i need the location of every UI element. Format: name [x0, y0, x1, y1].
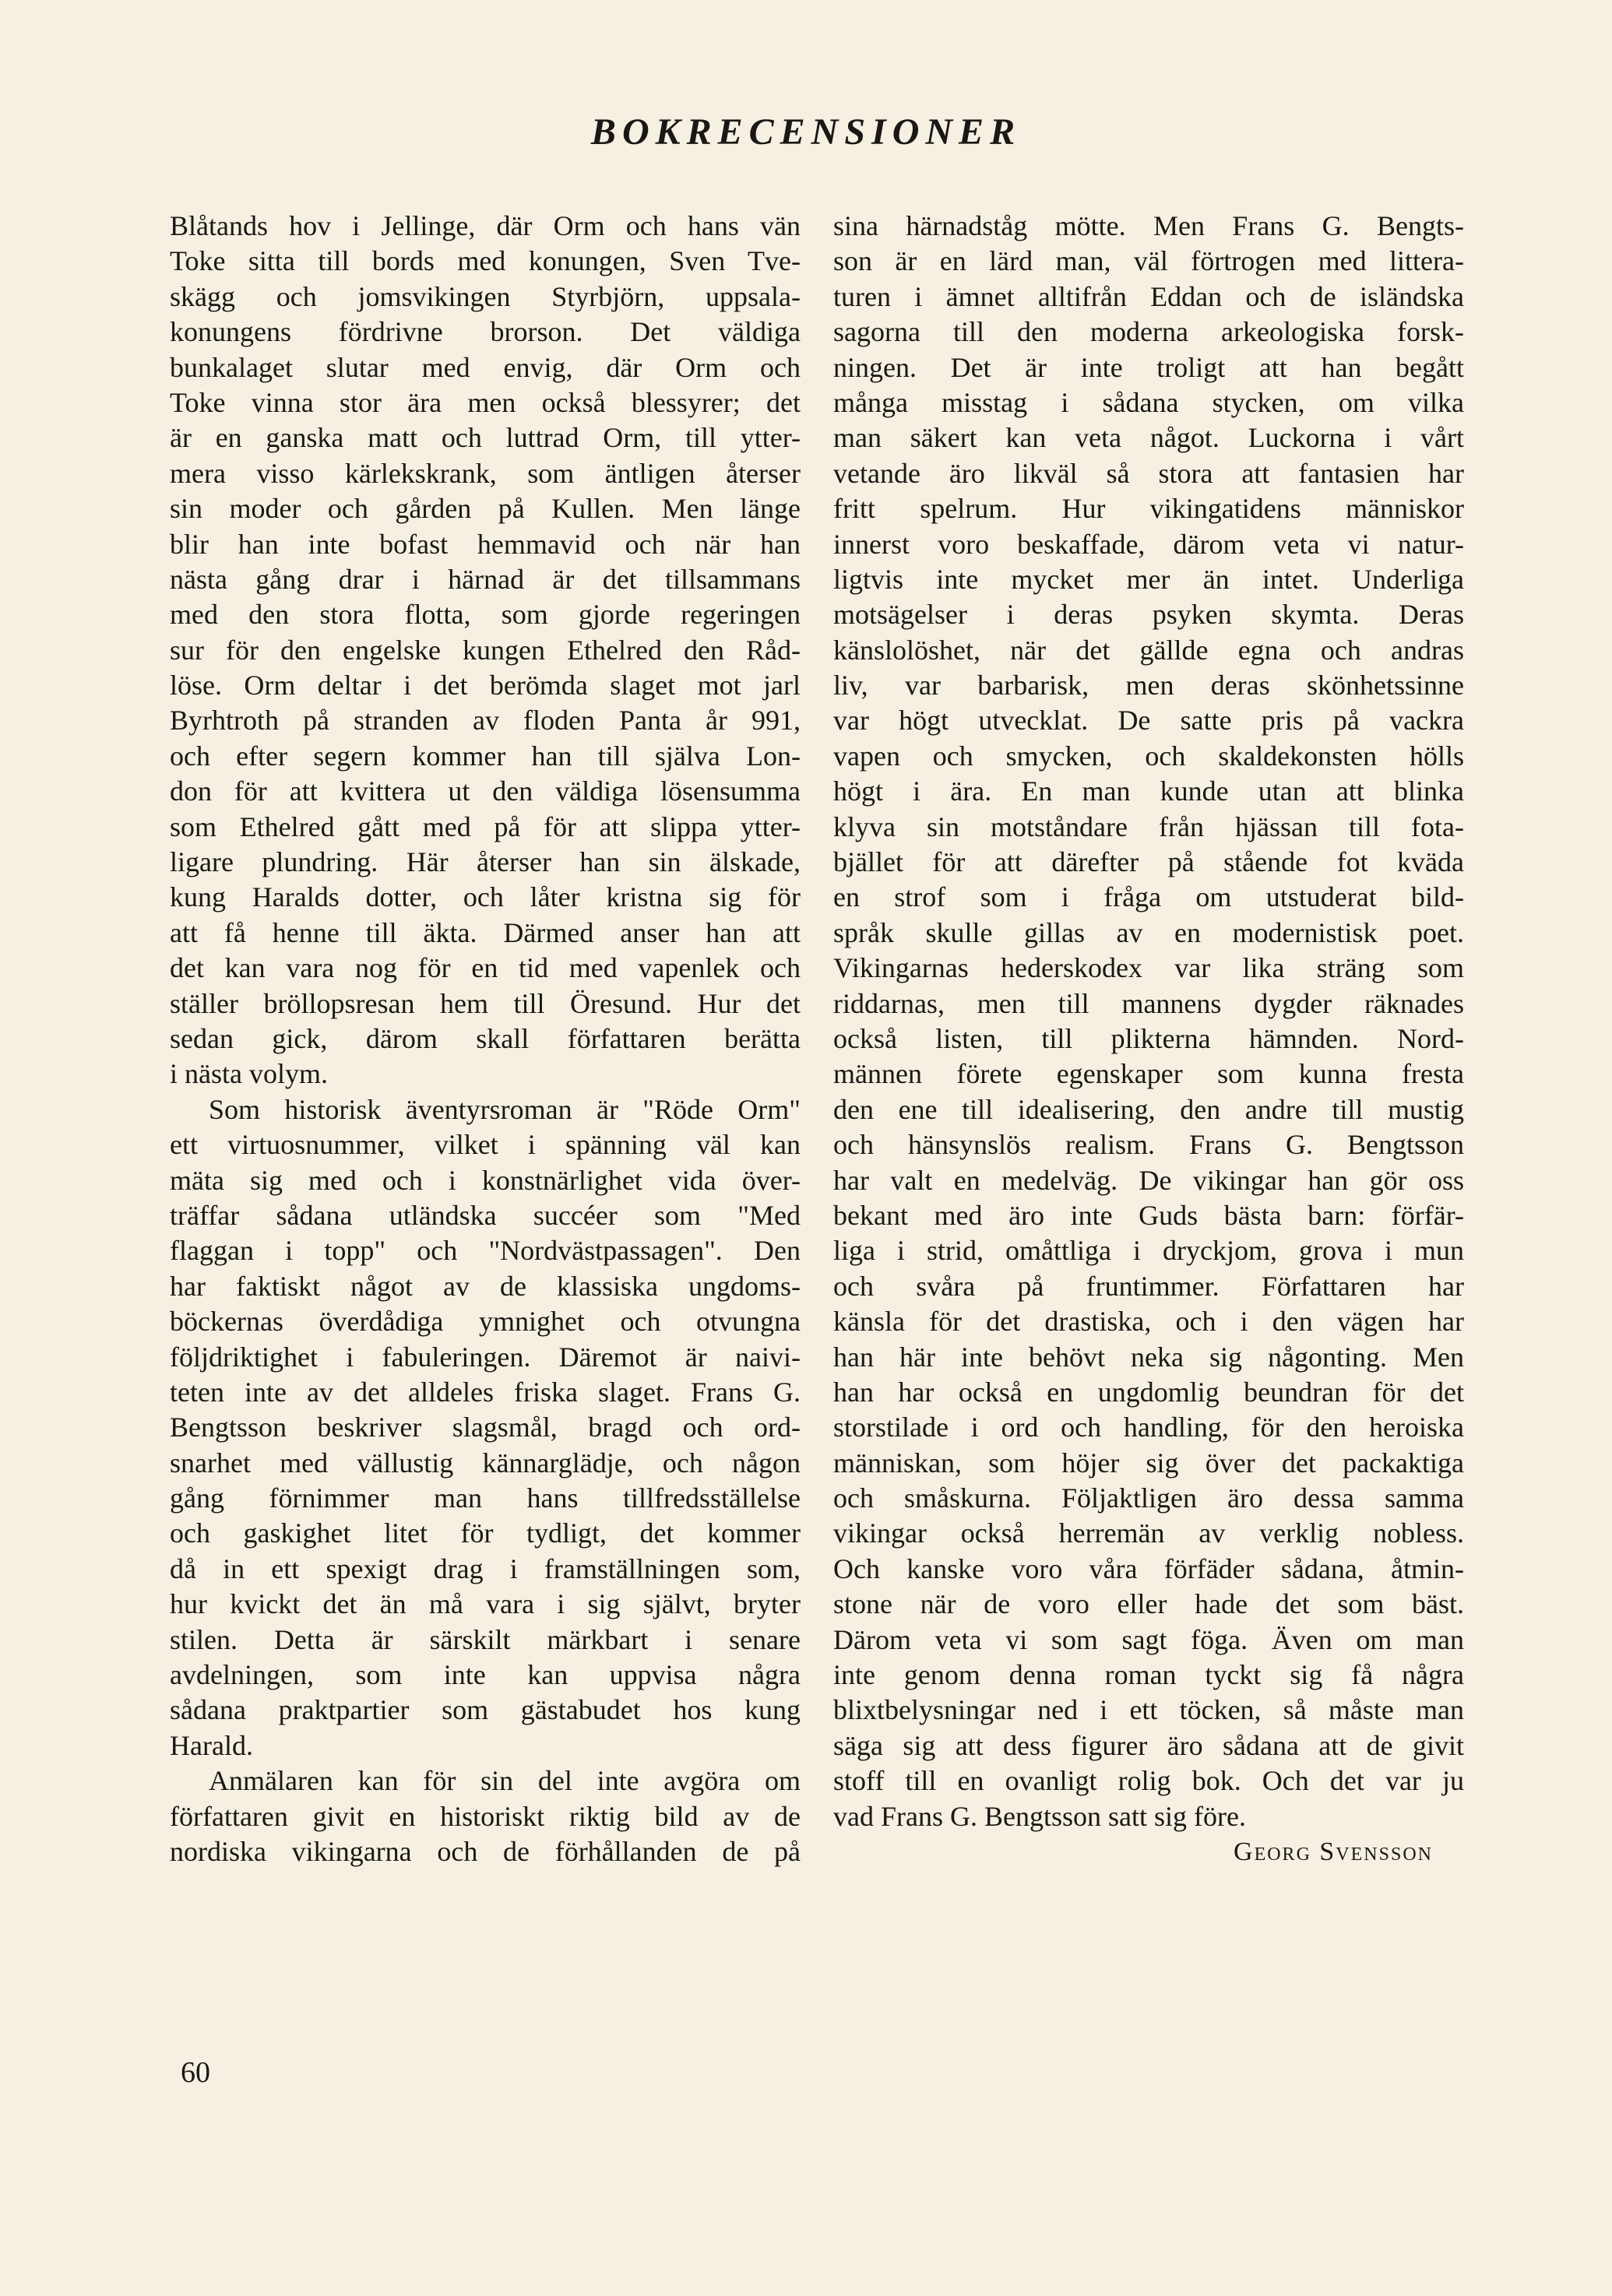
- text-line: i nästa volym.: [170, 1058, 328, 1090]
- text-line: och efter segern kommer han till själva Lon-: [170, 740, 801, 772]
- text-line: konungens fördrivne brorson. Det väldiga: [170, 316, 801, 348]
- text-line: motsägelser i deras psyken skymta. Deras: [833, 599, 1464, 631]
- text-line: Vikingarnas hederskodex var lika sträng som: [833, 952, 1464, 984]
- text-line: liga i strid, omåttliga i dryckjom, grova i mun: [833, 1235, 1464, 1267]
- text-line: Bengtsson beskriver slagsmål, bragd och ord-: [170, 1412, 801, 1443]
- text-line: och småskurna. Följaktligen äro dessa samma: [833, 1482, 1464, 1514]
- text-line: blixtbelysningar ned i ett töcken, så måste man: [833, 1694, 1464, 1726]
- text-line: då in ett spexigt drag i framställningen som,: [170, 1552, 801, 1584]
- text-line: känslolöshet, när det gällde egna och andras: [833, 634, 1464, 666]
- text-line: innerst voro beskaffade, därom veta vi natur-: [833, 528, 1464, 560]
- text-line: och svåra på fruntimmer. Författaren har: [833, 1270, 1464, 1302]
- text-line: sin moder och gården på Kullen. Men länge: [170, 493, 801, 525]
- text-line: sina härnadståg mötte. Men Frans G. Bengts-: [833, 210, 1464, 241]
- text-line: den ene till idealisering, den andre till mustig: [833, 1093, 1464, 1125]
- text-line: Byrhtroth på stranden av floden Panta år 991,: [170, 705, 801, 737]
- text-line: och gaskighet litet för tydligt, det kommer: [170, 1517, 801, 1549]
- text-line: också listen, till plikterna hämnden. Nord-: [833, 1022, 1464, 1054]
- text-line: vad Frans G. Bengtsson satt sig före.: [833, 1800, 1246, 1832]
- text-line: mera visso kärlekskrank, som äntligen återser: [170, 457, 801, 489]
- text-line: gång förnimmer man hans tillfredsställelse: [170, 1482, 801, 1514]
- text-line: följdriktighet i fabuleringen. Däremot är naivi-: [170, 1341, 801, 1373]
- text-line: känsla för det drastiska, och i den vägen har: [833, 1306, 1464, 1338]
- text-line: klyva sin motståndare från hjässan till fota-: [833, 810, 1464, 842]
- right-column: [833, 209, 1464, 1869]
- text-line: har faktiskt något av de klassiska ungdoms-: [170, 1270, 801, 1302]
- text-line: sur för den engelske kungen Ethelred den Råd-: [170, 634, 801, 666]
- text-line: riddarnas, men till mannens dygder räknades: [833, 987, 1464, 1019]
- text-line: ligtvis inte mycket mer än intet. Underliga: [833, 563, 1464, 595]
- text-line: männen förete egenskaper som kunna fresta: [833, 1058, 1464, 1090]
- text-line: en strof som i fråga om utstuderat bild-: [833, 881, 1464, 913]
- text-line: vetande äro likväl så stora att fantasien har: [833, 457, 1464, 489]
- text-line: storstilade i ord och handling, för den heroiska: [833, 1412, 1464, 1443]
- text-line: vapen och smycken, och skaldekonsten hölls: [833, 740, 1464, 772]
- text-line: turen i ämnet alltifrån Eddan och de isländska: [833, 280, 1464, 312]
- text-line: Därom veta vi som sagt föga. Även om man: [833, 1623, 1464, 1655]
- text-line: hur kvickt det än må vara i sig självt, bryter: [170, 1588, 801, 1620]
- text-line: fritt spelrum. Hur vikingatidens människor: [833, 493, 1464, 525]
- text-line: flaggan i topp" och "Nordvästpassagen". Den: [170, 1235, 801, 1267]
- author-signature: Georg Svensson: [1234, 1837, 1433, 1866]
- text-line: var högt utvecklat. De satte pris på vackra: [833, 705, 1464, 737]
- text-line: har valt en medelväg. De vikingar han gör oss: [833, 1164, 1464, 1196]
- text-line: med den stora flotta, som gjorde regeringen: [170, 599, 801, 631]
- text-line: han här inte behövt neka sig någonting. Men: [833, 1341, 1464, 1373]
- text-line: don för att kvittera ut den väldiga lösensumma: [170, 775, 801, 807]
- text-line: löse. Orm deltar i det berömda slaget mot jarl: [170, 670, 801, 701]
- page-header: BOKRECENSIONER: [590, 111, 1022, 153]
- text-line: Toke sitta till bords med konungen, Sven Tve-: [170, 245, 801, 277]
- text-line: snarhet med vällustig kännarglädje, och någon: [170, 1447, 801, 1479]
- text-line: stone när de voro eller hade det som bäst.: [833, 1588, 1464, 1620]
- text-line: bekant med äro inte Guds bästa barn: förfär-: [833, 1199, 1464, 1231]
- text-line: han har också en ungdomlig beundran för det: [833, 1376, 1464, 1408]
- text-line: son är en lärd man, väl förtrogen med littera-: [833, 245, 1464, 277]
- text-line: ligare plundring. Här återser han sin älskade,: [170, 846, 801, 878]
- text-line: språk skulle gillas av en modernistisk poet.: [833, 916, 1464, 948]
- text-line: man säkert kan veta något. Luckorna i vårt: [833, 422, 1464, 454]
- text-line: teten inte av det alldeles friska slaget. Frans G.: [170, 1376, 801, 1408]
- text-line: skägg och jomsvikingen Styrbjörn, uppsala-: [170, 280, 801, 312]
- page-number: 60: [181, 2056, 210, 2089]
- text-line: bunkalaget slutar med envig, där Orm och: [170, 351, 801, 383]
- text-line: böckernas överdådiga ymnighet och otvungna: [170, 1306, 801, 1338]
- text-line: Blåtands hov i Jellinge, där Orm och hans vän: [170, 210, 801, 241]
- text-line: och hänsynslös realism. Frans G. Bengtsson: [833, 1129, 1464, 1161]
- text-line: inte genom denna roman tyckt sig få några: [833, 1659, 1464, 1691]
- text-line: blir han inte bofast hemmavid och när han: [170, 528, 801, 560]
- text-line: liv, var barbarisk, men deras skönhetssinne: [833, 670, 1464, 701]
- text-line: ställer bröllopsresan hem till Öresund. Hur det: [170, 987, 801, 1019]
- text-line: högt i ära. En man kunde utan att blinka: [833, 775, 1464, 807]
- text-line: Som historisk äventyrsroman är "Röde Orm": [209, 1093, 801, 1125]
- text-line: sådana praktpartier som gästabudet hos kung: [170, 1694, 801, 1726]
- text-line: Och kanske voro våra förfäder sådana, åtmin-: [833, 1552, 1464, 1584]
- text-line: träffar sådana utländska succéer som "Med: [170, 1199, 801, 1231]
- text-line: kung Haralds dotter, och låter kristna sig för: [170, 881, 801, 913]
- text-line: nordiska vikingarna och de förhållanden de på: [170, 1835, 801, 1867]
- text-line: är en ganska matt och luttrad Orm, till ytter-: [170, 422, 801, 454]
- text-line: Harald.: [170, 1729, 253, 1761]
- text-line: Toke vinna stor ära men också blessyrer; det: [170, 386, 801, 418]
- text-line: det kan vara nog för en tid med vapenlek och: [170, 952, 801, 984]
- text-line: sedan gick, därom skall författaren berätta: [170, 1022, 801, 1054]
- text-line: nästa gång drar i härnad är det tillsammans: [170, 563, 801, 595]
- text-line: sagorna till den moderna arkeologiska forsk-: [833, 316, 1464, 348]
- text-line: att få henne till äkta. Därmed anser han att: [170, 916, 801, 948]
- text-line: ningen. Det är inte troligt att han begått: [833, 351, 1464, 383]
- left-column: [170, 209, 801, 1869]
- text-line: författaren givit en historiskt riktig bild av de: [170, 1800, 801, 1832]
- text-line: Anmälaren kan för sin del inte avgöra om: [209, 1765, 801, 1797]
- text-line: avdelningen, som inte kan uppvisa några: [170, 1659, 801, 1691]
- text-line: som Ethelred gått med på för att slippa ytter-: [170, 810, 801, 842]
- text-line: många misstag i sådana stycken, om vilka: [833, 386, 1464, 418]
- text-line: säga sig att dess figurer äro sådana att de givit: [833, 1729, 1464, 1761]
- text-line: stilen. Detta är särskilt märkbart i senare: [170, 1623, 801, 1655]
- text-line: vikingar också herremän av verklig nobless.: [833, 1517, 1464, 1549]
- text-line: ett virtuosnummer, vilket i spänning väl kan: [170, 1129, 801, 1161]
- text-line: bjället för att därefter på stående fot kväda: [833, 846, 1464, 878]
- text-line: människan, som höjer sig över det packaktiga: [833, 1447, 1464, 1479]
- text-line: stoff till en ovanligt rolig bok. Och det var ju: [833, 1765, 1464, 1797]
- text-line: mäta sig med och i konstnärlighet vida över-: [170, 1164, 801, 1196]
